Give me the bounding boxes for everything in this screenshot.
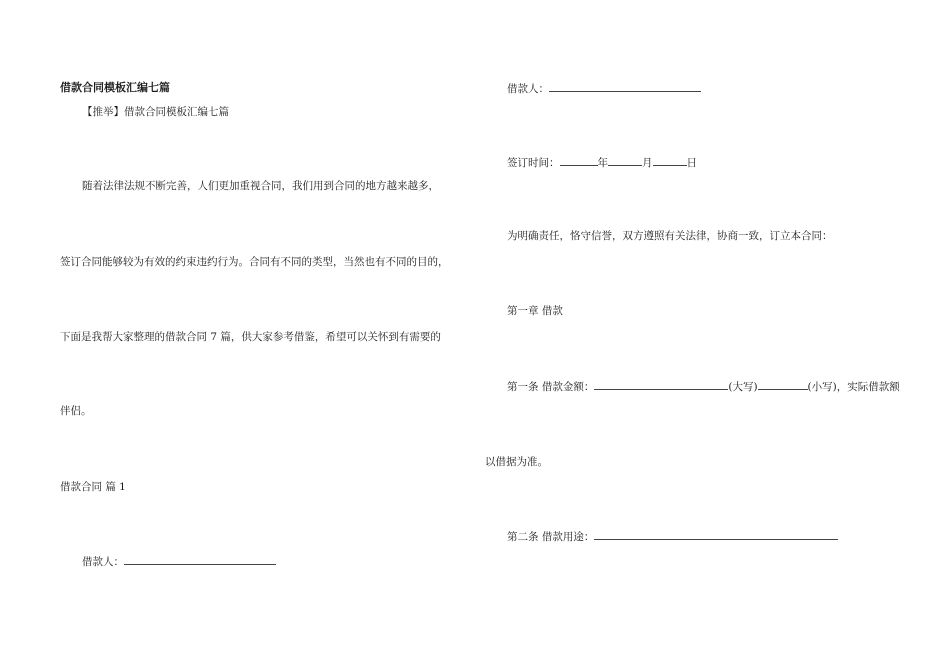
amount-upper-blank [594, 379, 728, 390]
month-blank [608, 155, 642, 166]
intro-paragraph-line-3: 下面是我帮大家整理的借款合同 7 篇，供大家参考借鉴，希望可以关怀到有需要的 [60, 331, 441, 343]
borrower-label: 借款人： [82, 556, 124, 568]
preamble-text: 为明确责任，恪守信誉，双方遵照有关法律，协商一致，订立本合同： [507, 230, 833, 242]
lender-blank [549, 81, 701, 92]
amount-lower-blank [758, 379, 808, 390]
year-blank [560, 155, 598, 166]
borrower-field-left [82, 554, 276, 569]
sign-time-field [507, 155, 697, 170]
article-1-amount [507, 379, 900, 394]
document-subtitle: 【推举】借款合同模板汇编七篇 [82, 106, 229, 118]
chapter-heading: 第一章 借款 [507, 305, 563, 317]
document-title: 借款合同模板汇编七篇 [60, 81, 170, 94]
article-1-label: 第一条 借款金额： [507, 381, 595, 393]
day-blank [653, 155, 687, 166]
year-label: 年 [597, 157, 608, 169]
intro-paragraph-line-1: 随着法律法规不断完善，人们更加重视合同，我们用到合同的地方越来越多， [82, 180, 439, 192]
article-2-purpose [507, 529, 838, 544]
lender-label: 借款人： [507, 83, 549, 95]
month-label: 月 [642, 157, 653, 169]
section-heading: 借款合同 篇 1 [60, 481, 126, 493]
purpose-blank [594, 529, 838, 540]
amount-upper-label: (大写) [728, 381, 758, 393]
amount-lower-label: (小写)，实际借款额 [807, 381, 900, 393]
borrower-field-right [507, 81, 701, 96]
article-1-continuation: 以借据为准。 [485, 456, 548, 468]
article-2-label: 第二条 借款用途： [507, 531, 595, 543]
intro-paragraph-line-2: 签订合同能够较为有效的约束违约行为。合同有不同的类型，当然也有不同的目的， [60, 256, 449, 268]
intro-paragraph-line-4: 伴侣。 [60, 405, 92, 417]
borrower-blank [124, 554, 276, 565]
sign-time-label: 签订时间： [507, 157, 560, 169]
day-label: 日 [686, 157, 697, 169]
